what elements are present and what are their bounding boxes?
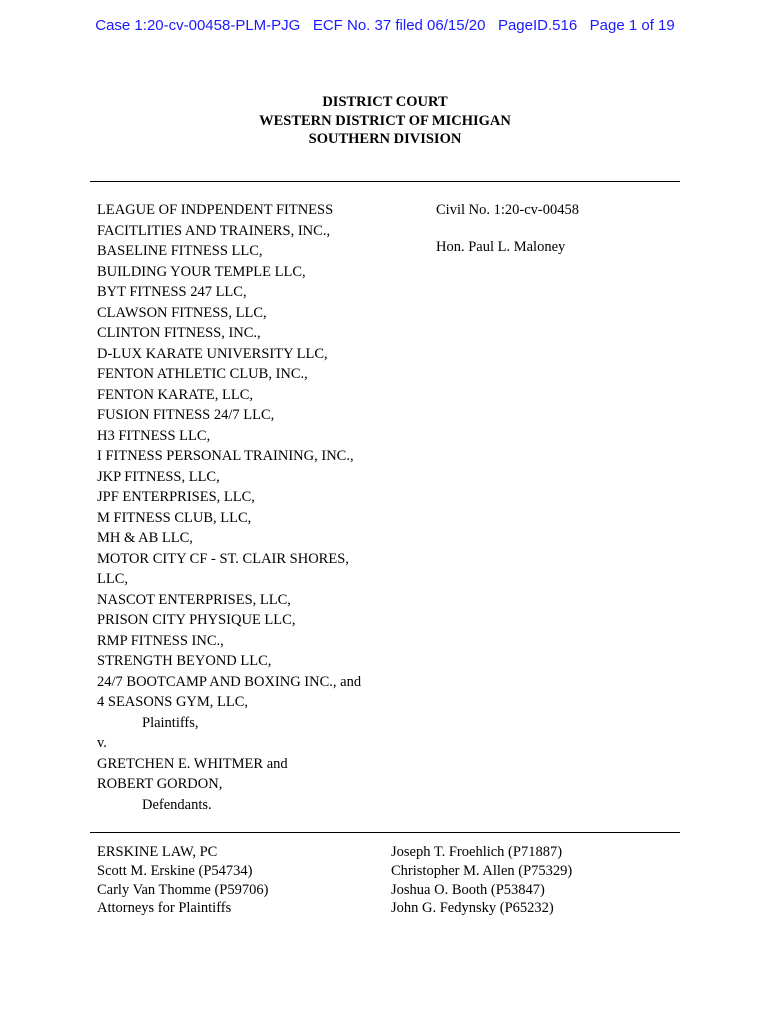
attorney-name: Carly Van Thomme (P59706) bbox=[97, 881, 269, 898]
plaintiff-name: CLINTON FITNESS, INC., bbox=[97, 325, 261, 341]
ecf-case-stamp: Case 1:20-cv-00458-PLM-PJG ECF No. 37 filed 06/15/20 PageID.516 Page 1 of 19 bbox=[95, 17, 675, 34]
plaintiff-name: MOTOR CITY CF - ST. CLAIR SHORES, bbox=[97, 550, 349, 567]
plaintiff-name: NASCOT ENTERPRISES, LLC, bbox=[97, 591, 291, 608]
plaintiff-name: PRISON CITY PHYSIQUE LLC, bbox=[97, 612, 296, 628]
plaintiffs-label: Plaintiffs, bbox=[142, 714, 199, 731]
court-division: SOUTHERN DIVISION bbox=[308, 131, 462, 147]
plaintiff-name: BASELINE FITNESS LLC, bbox=[97, 243, 263, 259]
plaintiff-name: FACITLITIES AND TRAINERS, INC., bbox=[97, 222, 331, 239]
plaintiff-name: FENTON KARATE, LLC, bbox=[97, 386, 254, 403]
court-district: WESTERN DISTRICT OF MICHIGAN bbox=[259, 112, 511, 129]
caption-parties bbox=[97, 200, 397, 815]
attorney-name: John G. Fedynsky (P65232) bbox=[391, 900, 554, 917]
defendants-counsel bbox=[391, 843, 572, 918]
judge-name: Hon. Paul L. Maloney bbox=[436, 238, 566, 255]
plaintiff-name: BUILDING YOUR TEMPLE LLC, bbox=[97, 263, 306, 280]
versus-label: v. bbox=[97, 735, 107, 751]
plaintiff-name: D-LUX KARATE UNIVERSITY LLC, bbox=[97, 345, 328, 362]
counsel-role: Attorneys for Plaintiffs bbox=[97, 900, 232, 917]
plaintiff-name: M FITNESS CLUB, LLC, bbox=[97, 509, 252, 526]
law-firm-name: ERSKINE LAW, PC bbox=[97, 844, 218, 860]
attorney-name: Joseph T. Froehlich (P71887) bbox=[391, 844, 563, 860]
plaintiff-name: JKP FITNESS, LLC, bbox=[97, 468, 220, 485]
plaintiff-name: JPF ENTERPRISES, LLC, bbox=[97, 489, 255, 505]
plaintiff-name: RMP FITNESS INC., bbox=[97, 632, 224, 649]
case-info bbox=[436, 200, 579, 257]
plaintiff-name: STRENGTH BEYOND LLC, bbox=[97, 653, 272, 669]
defendant-name: GRETCHEN E. WHITMER and bbox=[97, 755, 288, 772]
plaintiff-name: FENTON ATHLETIC CLUB, INC., bbox=[97, 366, 308, 382]
plaintiff-name: MH & AB LLC, bbox=[97, 530, 193, 546]
attorney-name: Joshua O. Booth (P53847) bbox=[391, 881, 545, 898]
plaintiff-name: 4 SEASONS GYM, LLC, bbox=[97, 694, 249, 710]
plaintiff-name: LEAGUE OF INDPENDENT FITNESS bbox=[97, 202, 334, 218]
attorney-name: Christopher M. Allen (P75329) bbox=[391, 862, 573, 879]
defendant-name: ROBERT GORDON, bbox=[97, 776, 223, 792]
defendants-label: Defendants. bbox=[142, 796, 212, 813]
plaintiff-list bbox=[97, 200, 397, 713]
plaintiff-name: LLC, bbox=[97, 571, 129, 587]
caption-top-divider bbox=[90, 181, 680, 182]
plaintiffs-counsel bbox=[97, 843, 268, 918]
caption-bottom-divider bbox=[90, 832, 680, 833]
plaintiff-name: I FITNESS PERSONAL TRAINING, INC., bbox=[97, 448, 354, 464]
plaintiff-name: CLAWSON FITNESS, LLC, bbox=[97, 304, 267, 321]
plaintiff-name: FUSION FITNESS 24/7 LLC, bbox=[97, 407, 275, 423]
court-heading bbox=[0, 93, 770, 149]
plaintiff-name: 24/7 BOOTCAMP AND BOXING INC., and bbox=[97, 673, 362, 690]
civil-case-number: Civil No. 1:20-cv-00458 bbox=[436, 202, 579, 218]
court-name: DISTRICT COURT bbox=[322, 94, 448, 110]
plaintiff-name: BYT FITNESS 247 LLC, bbox=[97, 284, 247, 300]
plaintiff-name: H3 FITNESS LLC, bbox=[97, 427, 211, 444]
attorney-name: Scott M. Erskine (P54734) bbox=[97, 862, 253, 879]
